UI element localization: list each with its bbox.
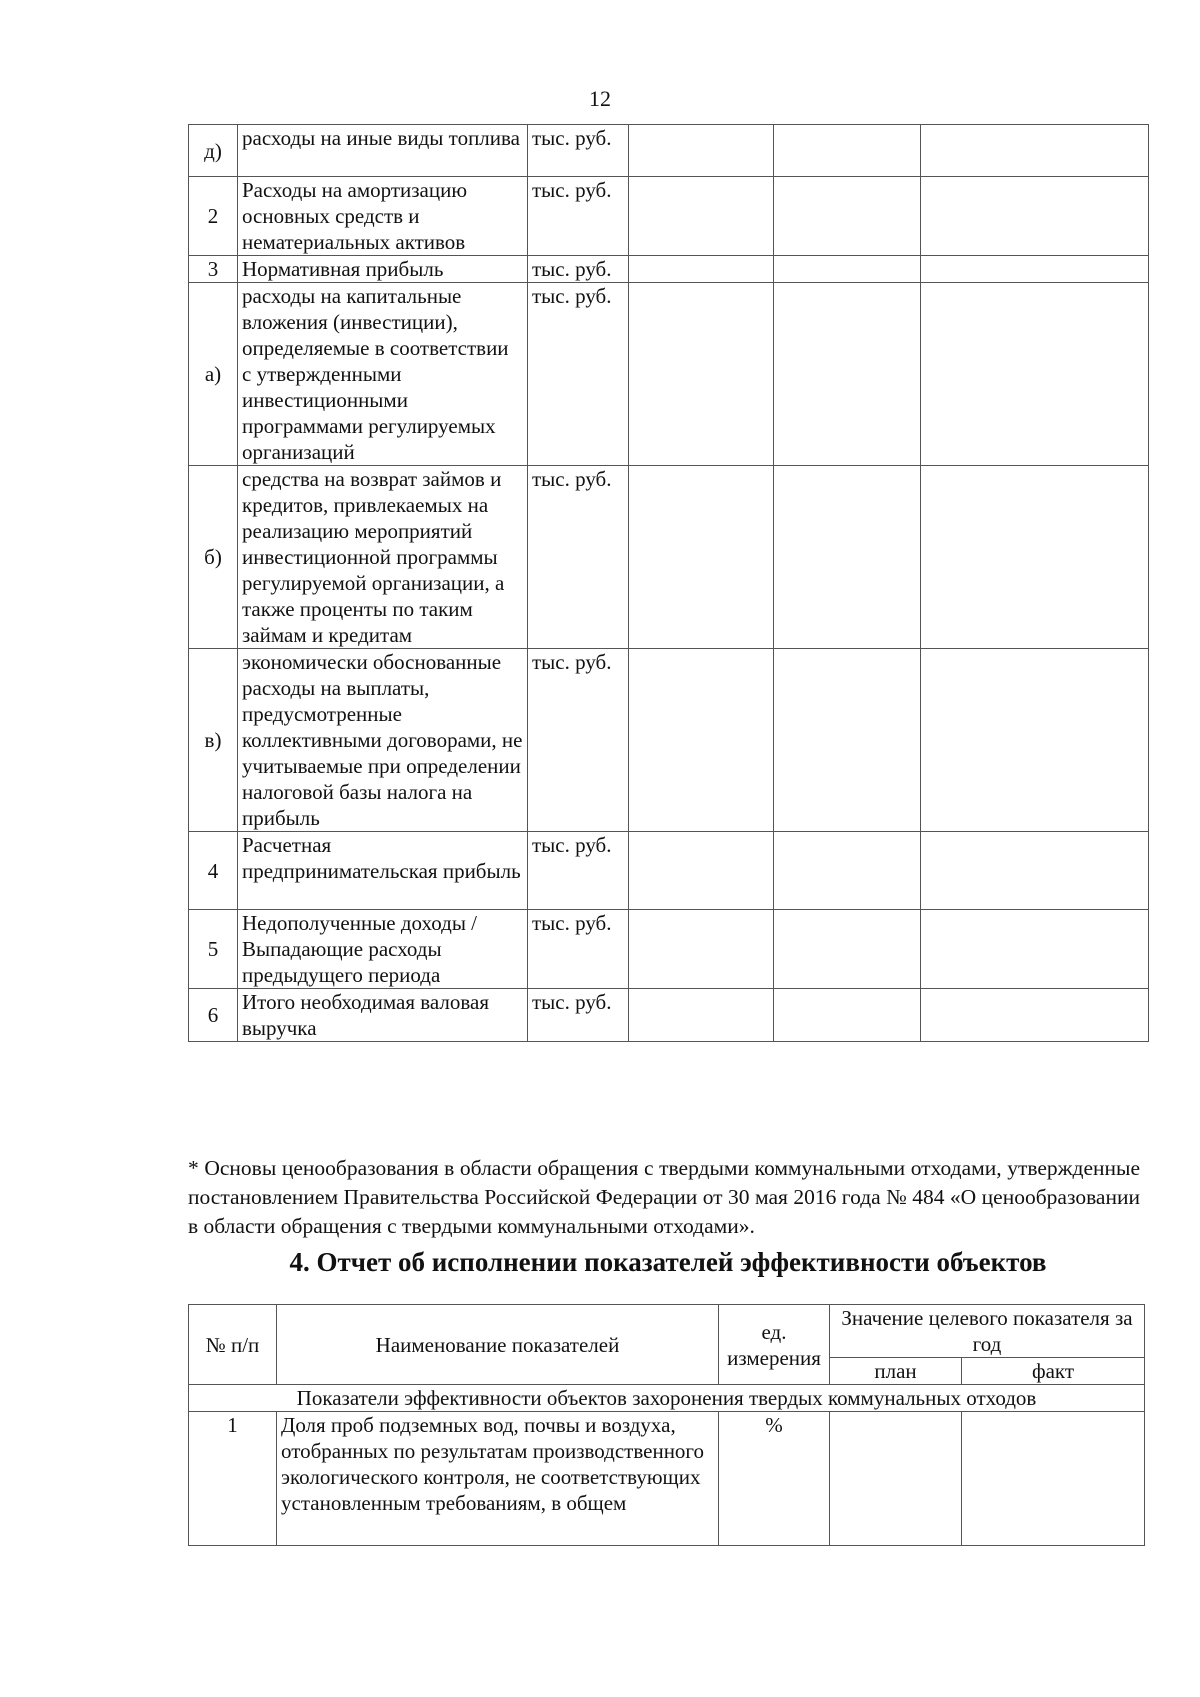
table-row [189, 283, 1149, 466]
value-cell [921, 256, 1149, 283]
value-cell [629, 832, 774, 910]
row-name: Нормативная прибыль [238, 256, 528, 283]
group-title: Показатели эффективности объектов захоронения твердых коммунальных отходов [189, 1385, 1145, 1412]
fact-cell [962, 1412, 1145, 1546]
table-row [189, 910, 1149, 989]
value-cell [921, 466, 1149, 649]
row-number: д) [189, 125, 238, 177]
row-unit: тыс. руб. [528, 989, 629, 1042]
header-target: Значение целевого показателя за год [830, 1305, 1145, 1358]
page-number: 12 [589, 86, 611, 111]
group-row [189, 1385, 1145, 1412]
row-name: экономически обоснованные расходы на выплаты, предусмотренные коллективными договорами, не учитываемые при определении налоговой базы налога на прибыль [238, 649, 528, 832]
row-unit: тыс. руб. [528, 832, 629, 910]
row-name: Недополученные доходы / Выпадающие расходы предыдущего периода [238, 910, 528, 989]
header-row [189, 1305, 1145, 1358]
table-row [189, 256, 1149, 283]
row-name: Доля проб подземных вод, почвы и воздуха, отобранных по результатам производственного экологического контроля, не соответствующих установленным требованиям, в общем [277, 1412, 719, 1546]
header-num: № п/п [189, 1305, 277, 1385]
value-cell [774, 177, 921, 256]
row-number: 4 [189, 832, 238, 910]
table-row [189, 125, 1149, 177]
header-fact: факт [962, 1358, 1145, 1385]
value-cell [629, 466, 774, 649]
table-row [189, 832, 1149, 910]
value-cell [629, 989, 774, 1042]
value-cell [921, 177, 1149, 256]
row-name: расходы на капитальные вложения (инвестиции), определяемые в соответствии с утвержденными инвестиционными программами регулируемых организаций [238, 283, 528, 466]
row-unit: % [719, 1412, 830, 1546]
header-name: Наименование показателей [277, 1305, 719, 1385]
table-row [189, 177, 1149, 256]
value-cell [921, 910, 1149, 989]
row-unit: тыс. руб. [528, 256, 629, 283]
value-cell [774, 989, 921, 1042]
header-plan: план [830, 1358, 962, 1385]
value-cell [921, 125, 1149, 177]
row-unit: тыс. руб. [528, 649, 629, 832]
value-cell [774, 910, 921, 989]
value-cell [774, 832, 921, 910]
value-cell [629, 177, 774, 256]
value-cell [629, 283, 774, 466]
row-number: 3 [189, 256, 238, 283]
table-row [189, 989, 1149, 1042]
row-unit: тыс. руб. [528, 125, 629, 177]
value-cell [921, 649, 1149, 832]
row-number: 5 [189, 910, 238, 989]
cost-table [188, 124, 1149, 1042]
value-cell [629, 256, 774, 283]
value-cell [774, 256, 921, 283]
row-number: 6 [189, 989, 238, 1042]
footnote: * Основы ценообразования в области обращения с твердыми коммунальными отходами, утвержденные постановлением Правительства Российской Федерации от 30 мая 2016 года № 484 «О ценообразовании в области обращения с твердыми коммунальными отходами». [188, 1155, 1140, 1238]
value-cell [921, 832, 1149, 910]
row-number: б) [189, 466, 238, 649]
value-cell [774, 649, 921, 832]
table-row [189, 1412, 1145, 1546]
row-name: расходы на иные виды топлива [238, 125, 528, 177]
section-heading: 4. Отчет об исполнении показателей эффективности объектов [289, 1247, 1047, 1277]
value-cell [921, 989, 1149, 1042]
row-name: Итого необходимая валовая выручка [238, 989, 528, 1042]
row-unit: тыс. руб. [528, 910, 629, 989]
value-cell [774, 466, 921, 649]
header-unit: ед. измерения [719, 1305, 830, 1385]
row-unit: тыс. руб. [528, 466, 629, 649]
row-number: а) [189, 283, 238, 466]
row-unit: тыс. руб. [528, 283, 629, 466]
plan-cell [830, 1412, 962, 1546]
row-name: Расходы на амортизацию основных средств и нематериальных активов [238, 177, 528, 256]
indicators-table [188, 1304, 1145, 1546]
value-cell [629, 649, 774, 832]
row-name: Расчетная предпринимательская прибыль [238, 832, 528, 910]
value-cell [774, 125, 921, 177]
row-unit: тыс. руб. [528, 177, 629, 256]
row-name: средства на возврат займов и кредитов, привлекаемых на реализацию мероприятий инвестиционной программы регулируемой организации, а также проценты по таким займам и кредитам [238, 466, 528, 649]
value-cell [629, 910, 774, 989]
value-cell [629, 125, 774, 177]
table-row [189, 649, 1149, 832]
row-number: в) [189, 649, 238, 832]
value-cell [921, 283, 1149, 466]
row-number: 1 [189, 1412, 277, 1546]
value-cell [774, 283, 921, 466]
table-row [189, 466, 1149, 649]
row-number: 2 [189, 177, 238, 256]
